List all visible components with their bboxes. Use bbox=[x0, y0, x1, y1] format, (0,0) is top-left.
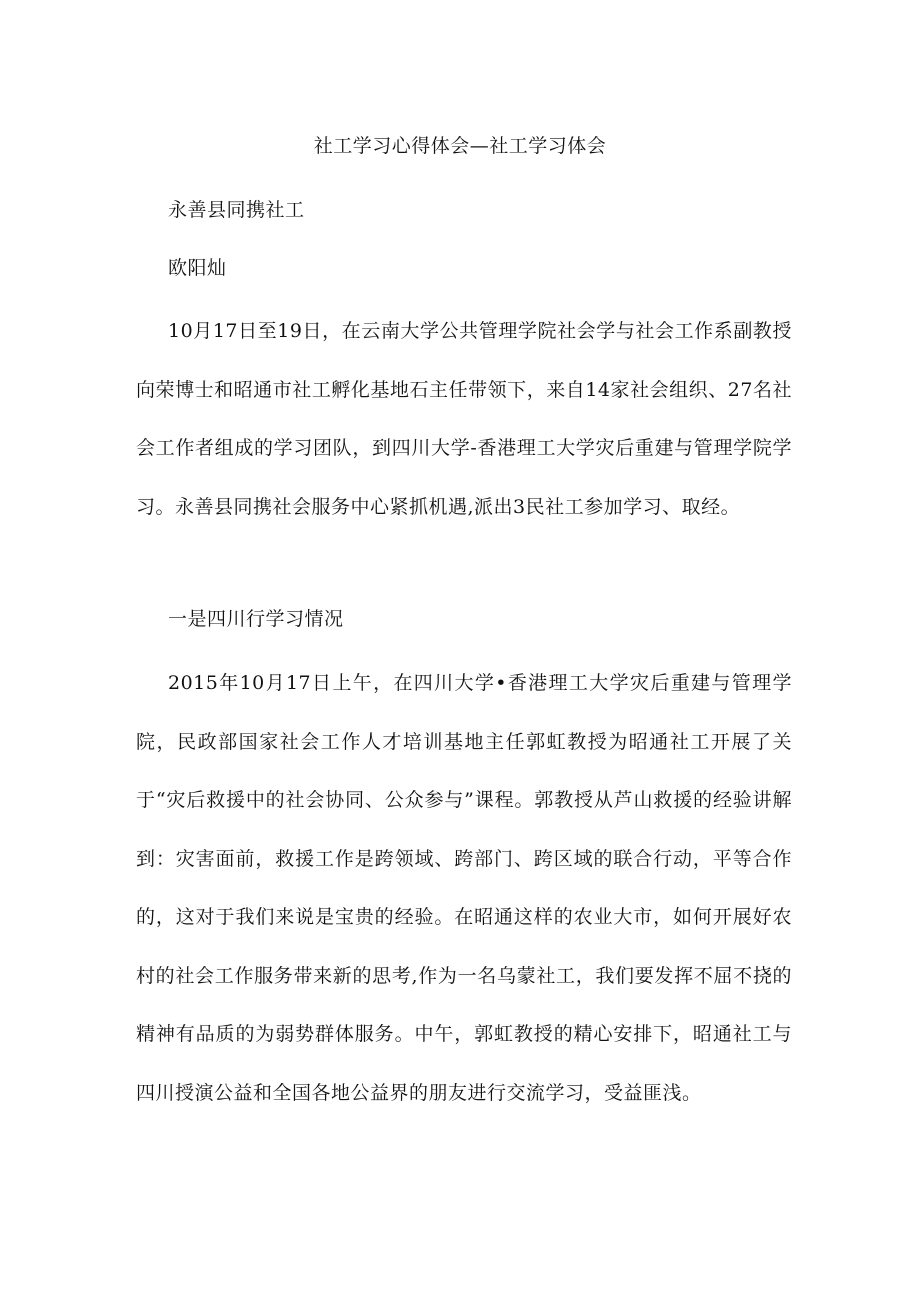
intro-paragraph: 10月17日至19日，在云南大学公共管理学院社会学与社会工作系副教授向荣博士和昭通市社工孵化基地石主任带领下，来自14家社会组织、27名社会工作者组成的学习团队，到四川大学-香港理工大学灾后重建与管理学院学习。永善县同携社会服务中心紧抓机遇,派出3民社工参加学习、取经。 bbox=[136, 320, 792, 518]
section-heading: 一是四川行学习情况 bbox=[168, 608, 344, 630]
organization-line: 永善县同携社工 bbox=[168, 199, 305, 221]
author-line: 欧阳灿 bbox=[168, 257, 227, 279]
document-title: 社工学习心得体会—社工学习体会 bbox=[313, 135, 607, 157]
body-paragraph: 2015年10月17日上午，在四川大学•香港理工大学灾后重建与管理学院，民政部国家社会工作人才培训基地主任郭虹教授为昭通社工开展了关于“灾后救援中的社会协同、公众参与”课程。郭教授从芦山救援的经验讲解到：灾害面前，救援工作是跨领域、跨部门、跨区域的联合行动，平等合作的，这对于我们来说是宝贵的经验。在昭通这样的农业大市，如何开展好农村的社会工作服务带来新的思考,作为一名乌蒙社工，我们要发挥不屈不挠的精神有品质的为弱势群体服务。中午，郭虹教授的精心安排下，昭通社工与四川授演公益和全国各地公益界的朋友进行交流学习，受益匪浅。 bbox=[136, 672, 792, 1104]
